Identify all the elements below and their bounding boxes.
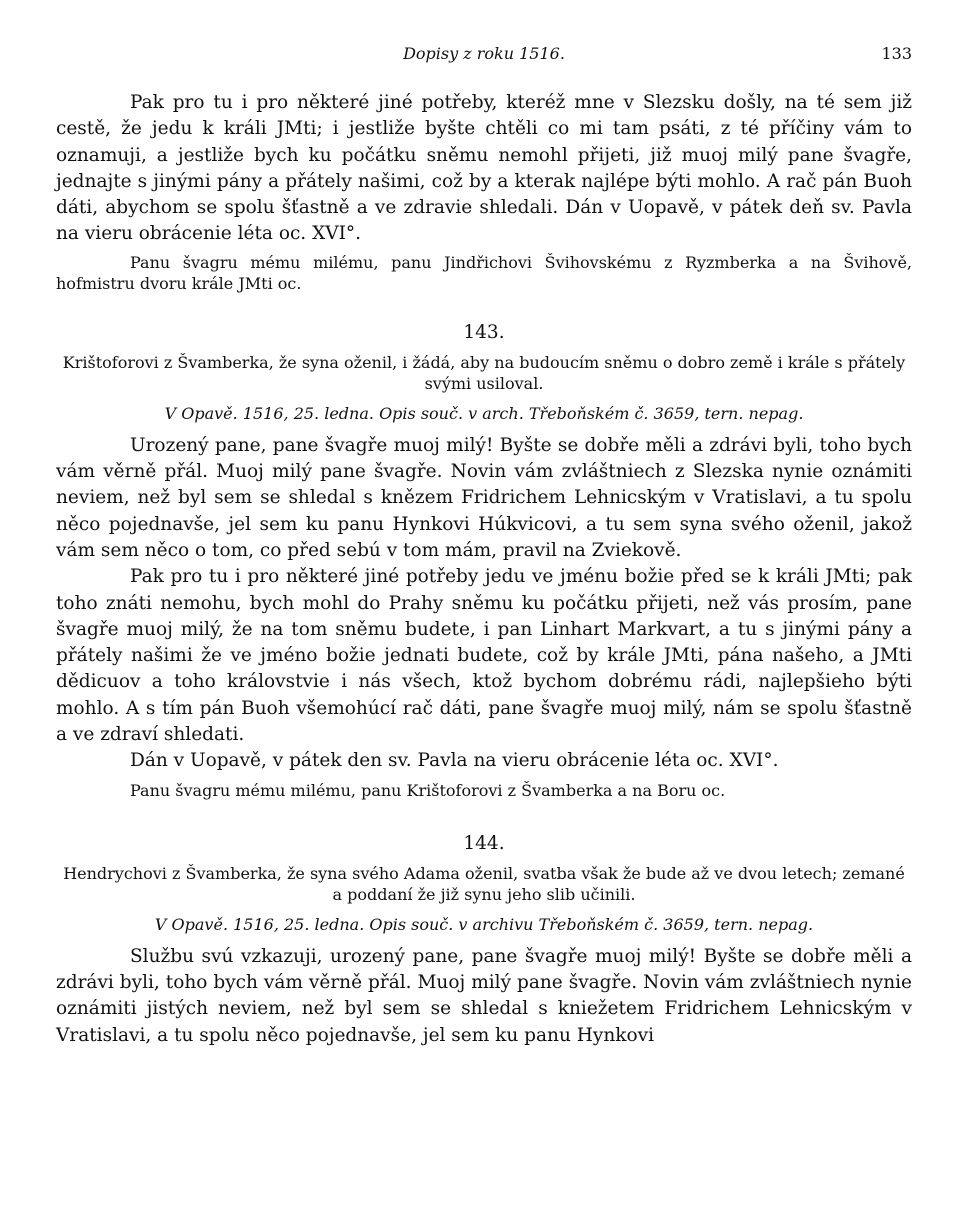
letter-142-tail	[56, 90, 912, 294]
running-header	[56, 44, 912, 72]
letter-paragraph: Pak pro tu i pro některé jiné potřeby, kteréž mne v Slezsku došly, na té sem již cestě, že jedu k králi JMti; i jestliže byšte chtěli co mi tam psáti, z té příčiny vám to oznamuji, a jestliže bych ku počátku sněmu nemohl přijeti, již muoj milý pane švagře, jednajte s jinými pány a přátely našimi, což by a kterak najlépe býti mohlo. A rač pán Buoh dáti, abychom se spolu šťastně a ve zdravie shledali. Dán v Uopavě, v pátek deň sv. Pavla na vieru obrácenie léta oc. XVI°.	[56, 92, 912, 245]
letter-summary: Hendrychovi z Švamberka, že syna svého Adama oženil, svatba však že bude až ve dvou letech; zemané a poddaní že již synu jeho slib učinili.	[63, 863, 905, 904]
letter-source: V Opavě. 1516, 25. ledna. Opis souč. v arch. Třeboňském č. 3659, tern. nepag.	[164, 403, 804, 423]
letter-paragraph: Pak pro tu i pro některé jiné potřeby jedu ve jménu božie před se k králi JMti; pak toho znáti nemohu, bych mohl do Prahy sněmu ku počátku přijeti, než vás prosím, pane švagře muoj milý, že na tom sněmu budete, i pan Linhart Markvart, a tu s jinými pány a přátely našimi že ve jméno božie jednati budete, což by krále JMti, pána našeho, a JMti dědicuov a toho královstvie i nás všech, ktož bychom dobrému rádi, najlepšieho býti mohlo. A s tím pán Buoh všemohúcí rač dáti, pane švagře muoj milý, nám se spolu šťastně a ve zdraví shledati.	[56, 566, 912, 746]
letter-dating: Dán v Uopavě, v pátek den sv. Pavla na vieru obrácenie léta oc. XVI°.	[130, 750, 779, 772]
letter-paragraph: Urozený pane, pane švagře muoj milý! Byšte se dobře měli a zdrávi byli, toho bych vám věrně přál. Muoj milý pane švagře. Novin vám zvláštniech z Slezska nynie oznámiti neviem, než byl sem se shledal s knězem Fridrichem Lehnicským v Vratislavi, a tu spolu něco pojednavše, jel sem ku panu Hynkovi Húkvicovi, a tu sem syna svého oženil, jakož vám sem něco o tom, co před sebú v tom mám, pravil na Zviekově.	[56, 434, 912, 561]
letter-number: 143.	[463, 321, 505, 343]
letter-source: V Opavě. 1516, 25. ledna. Opis souč. v archivu Třeboňském č. 3659, tern. nepag.	[154, 914, 814, 934]
letter-143	[56, 320, 912, 801]
letter-number: 144.	[463, 832, 505, 854]
letter-addressee: Panu švagru mému milému, panu Krištoforovi z Švamberka a na Boru oc.	[130, 780, 726, 800]
letter-paragraph: Službu svú vzkazuji, urozený pane, pane švagře muoj milý! Byšte se dobře měli a zdrávi byli, toho bych vám věrně přál. Muoj milý pane švagře. Novin vám zvláštniech nynie oznámiti jistých neviem, než byl sem se shledal s kniežetem Fridrichem Lehnicským v Vratislavi, a tu spolu něco pojednavše, jel sem ku panu Hynkovi	[56, 945, 912, 1046]
document-page	[56, 44, 912, 1049]
running-title: Dopisy z roku 1516.	[403, 44, 565, 63]
letter-summary: Krištoforovi z Švamberka, že syna oženil, i žádá, aby na budoucím sněmu o dobro země i krále s přátely svými usiloval.	[62, 352, 906, 393]
letter-144	[56, 831, 912, 1049]
page-number: 133	[881, 44, 912, 63]
letter-addressee: Panu švagru mému milému, panu Jindřichovi Švihovskému z Ryzmberka a na Švihově, hofmistru dvoru krále JMti oc.	[56, 252, 912, 293]
